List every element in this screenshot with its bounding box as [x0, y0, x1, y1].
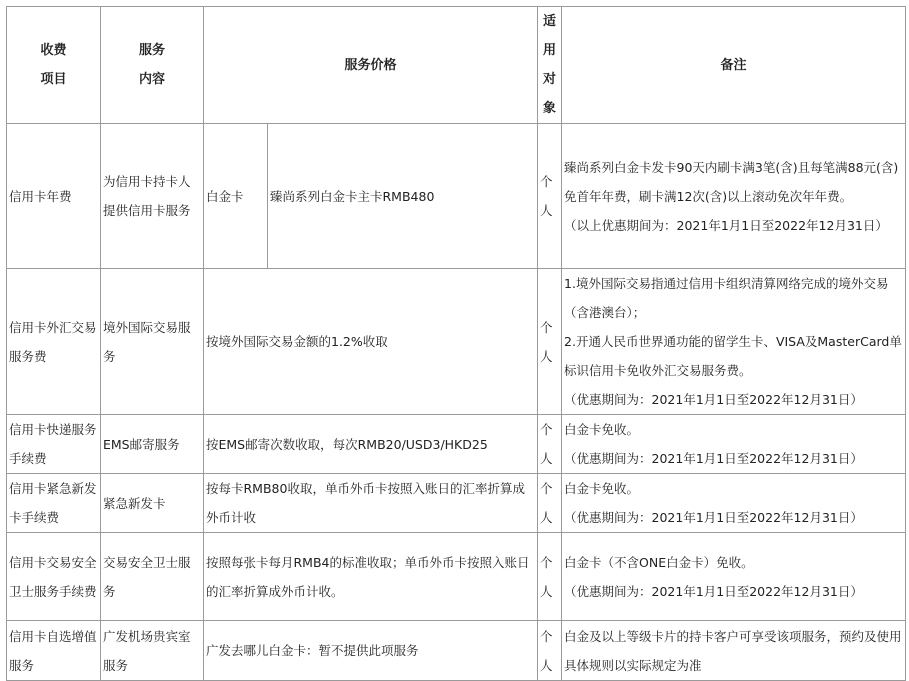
service-content-cell: 交易安全卫士服务 [101, 533, 204, 621]
service-price-cell: 按EMS邮寄次数收取，每次RMB20/USD3/HKD25 [204, 415, 538, 474]
table-row [7, 621, 906, 681]
note-line: 白金卡免收。 [564, 422, 640, 437]
table-row [7, 533, 906, 621]
service-price-cell: 按境外国际交易金额的1.2%收取 [204, 269, 538, 415]
note-line: 白金卡（不含ONE白金卡）免收。 [564, 554, 754, 570]
target-cell: 个人 [538, 621, 562, 681]
card-type-cell: 白金卡 [204, 124, 268, 269]
note-line: （优惠期间为：2021年1月1日至2022年12月31日） [564, 451, 863, 466]
note-line: 白金卡免收。 [564, 481, 640, 496]
table-row [7, 269, 906, 415]
fee-item-cell: 信用卡外汇交易服务费 [7, 269, 101, 415]
fee-item-cell: 信用卡紧急新发卡手续费 [7, 474, 101, 533]
service-content-cell: 为信用卡持卡人提供信用卡服务 [101, 124, 204, 269]
service-content-cell: 境外国际交易服务 [101, 269, 204, 415]
table-row [7, 474, 906, 533]
table-row [7, 124, 906, 269]
service-content-cell: 广发机场贵宾室服务 [101, 621, 204, 681]
table-header-row [7, 7, 906, 124]
notes-cell [562, 269, 906, 415]
service-content-cell: EMS邮寄服务 [101, 415, 204, 474]
note-line: 1.境外国际交易指通过信用卡组织清算网络完成的境外交易（含港澳台）； [564, 276, 889, 320]
service-content-cell: 紧急新发卡 [101, 474, 204, 533]
header-notes: 备注 [562, 7, 906, 124]
note-line: （优惠期间为：2021年1月1日至2022年12月31日） [564, 392, 863, 407]
table-row [7, 415, 906, 474]
header-service-price: 服务价格 [204, 7, 538, 124]
fee-table [6, 6, 906, 681]
target-cell: 个人 [538, 474, 562, 533]
service-price-cell: 按每卡RMB80收取，单币外币卡按照入账日的汇率折算成外币计收 [204, 474, 538, 533]
note-line: 2.开通人民币世界通功能的留学生卡、VISA及MasterCard单标识信用卡免收外汇交易服务费。 [564, 334, 902, 378]
fee-item-cell: 信用卡年费 [7, 124, 101, 269]
note-line: （以上优惠期间为：2021年1月1日至2022年12月31日） [564, 217, 888, 233]
fee-item-cell: 信用卡交易安全卫士服务手续费 [7, 533, 101, 621]
service-price-cell: 臻尚系列白金卡主卡RMB480 [268, 124, 538, 269]
target-cell: 个人 [538, 269, 562, 415]
notes-cell [562, 621, 906, 681]
header-target: 适 用 对 象 [538, 7, 562, 124]
target-cell: 个人 [538, 415, 562, 474]
service-price-cell: 按照每张卡每月RMB4的标准收取；单币外币卡按照入账日的汇率折算成外币计收。 [204, 533, 538, 621]
notes-cell [562, 533, 906, 621]
notes-cell [562, 124, 906, 269]
notes-cell [562, 415, 906, 474]
header-service-content: 服务 内容 [101, 7, 204, 124]
note-line: 臻尚系列白金卡发卡90天内刷卡满3笔(含)且每笔满88元(含)免首年年费，刷卡满12次(含)以上滚动免次年年费。 [564, 159, 899, 204]
target-cell: 个人 [538, 533, 562, 621]
note-line: （优惠期间为：2021年1月1日至2022年12月31日） [564, 510, 863, 525]
fee-item-cell: 信用卡自选增值服务 [7, 621, 101, 681]
note-line: 白金及以上等级卡片的持卡客户可享受该项服务，预约及使用具体规则以实际规定为准 [564, 628, 902, 673]
notes-cell [562, 474, 906, 533]
fee-item-cell: 信用卡快递服务手续费 [7, 415, 101, 474]
target-cell: 个人 [538, 124, 562, 269]
service-price-cell: 广发去哪儿白金卡：暂不提供此项服务 [204, 621, 538, 681]
note-line: （优惠期间为：2021年1月1日至2022年12月31日） [564, 583, 863, 599]
header-fee-item: 收费 项目 [7, 7, 101, 124]
